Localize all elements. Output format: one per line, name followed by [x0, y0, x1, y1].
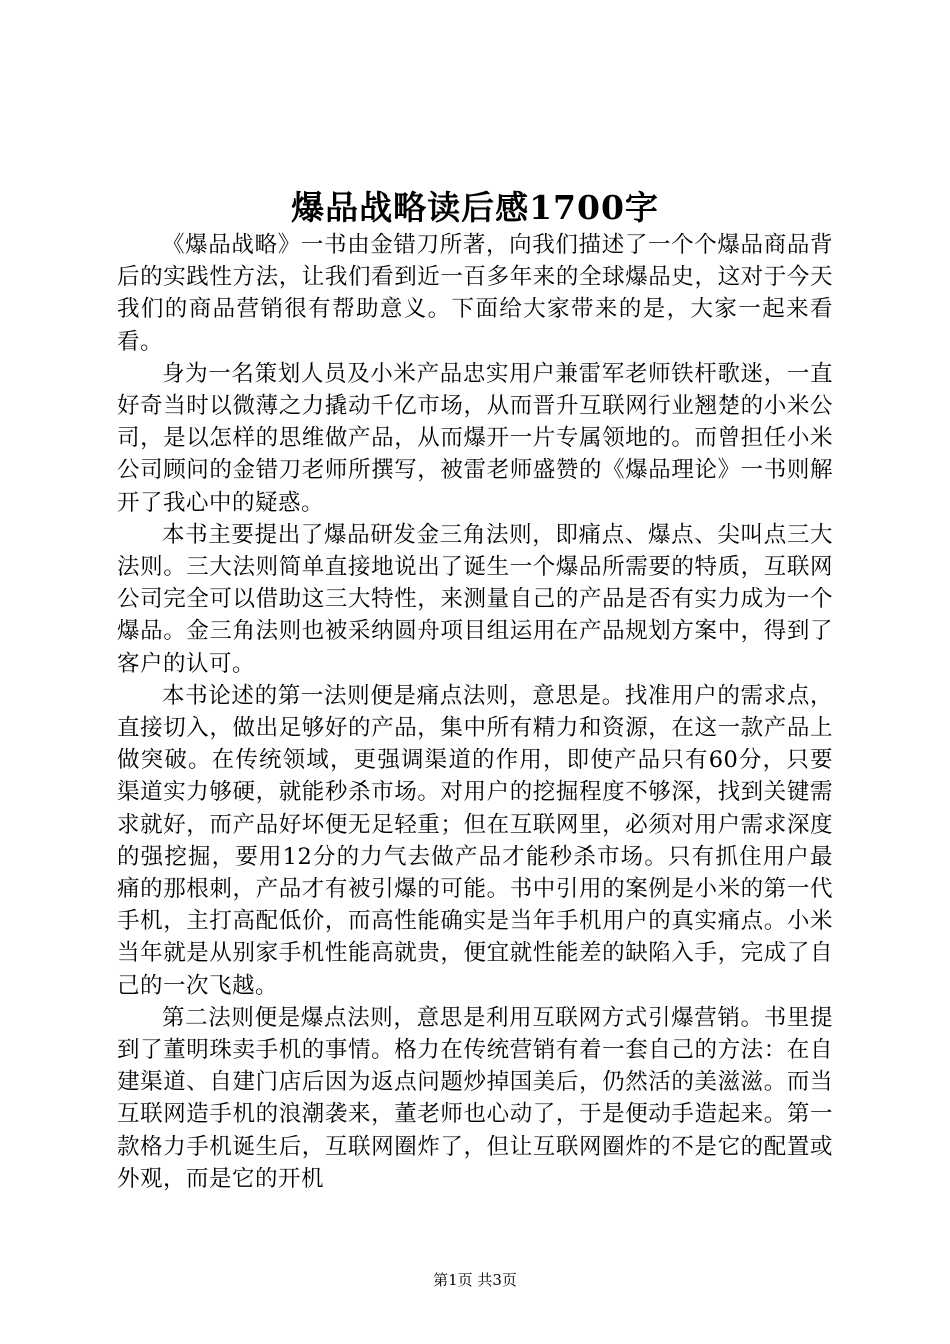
paragraph: 本书主要提出了爆品研发金三角法则，即痛点、爆点、尖叫点三大法则。三大法则简单直接地说出了诞生一个爆品所需要的特质，互联网公司完全可以借助这三大特性，来测量自己的产品是否有实力成为一个爆品。金三角法则也被采纳圆舟项目组运用在产品规划方案中，得到了客户的认可。 [117, 521, 833, 677]
document-title: 爆品战略读后感1700字 [291, 188, 659, 227]
paragraph: 《爆品战略》一书由金错刀所著，向我们描述了一个个爆品商品背后的实践性方法，让我们看到近一百多年来的全球爆品史，这对于今天我们的商品营销很有帮助意义。下面给大家带来的是，大家一起来看看。 [117, 232, 833, 355]
document-body [117, 229, 833, 1195]
page-number-footer: 第1页 共3页 [433, 1271, 517, 1289]
paragraph: 第二法则便是爆点法则，意思是利用互联网方式引爆营销。书里提到了董明珠卖手机的事情。格力在传统营销有着一套自己的方法：在自建渠道、自建门店后因为返点问题炒掉国美后，仍然活的美滋滋。而当互联网造手机的浪潮袭来，董老师也心动了，于是便动手造起来。第一款格力手机诞生后，互联网圈炸了，但让互联网圈炸的不是它的配置或外观，而是它的开机 [117, 1004, 833, 1192]
paragraph: 身为一名策划人员及小米产品忠实用户兼雷军老师铁杆歌迷，一直好奇当时以微薄之力撬动千亿市场，从而晋升互联网行业翘楚的小米公司，是以怎样的思维做产品，从而爆开一片专属领地的。而曾担任小米公司顾问的金错刀老师所撰写，被雷老师盛赞的《爆品理论》一书则解开了我心中的疑惑。 [117, 360, 833, 516]
paragraph: 本书论述的第一法则便是痛点法则，意思是。找准用户的需求点，直接切入，做出足够好的产品，集中所有精力和资源，在这一款产品上做突破。在传统领域，更强调渠道的作用，即使产品只有60分，只要渠道实力够硬，就能秒杀市场。对用户的挖掘程度不够深，找到关键需求就好，而产品好坏便无足轻重；但在互联网里，必须对用户需求深度的强挖掘，要用12分的力气去做产品才能秒杀市场。只有抓住用户最痛的那根刺，产品才有被引爆的可能。书中引用的案例是小米的第一代手机，主打高配低价，而高性能确实是当年手机用户的真实痛点。小米当年就是从别家手机性能高就贵，便宜就性能差的缺陷入手，完成了自己的一次飞越。 [117, 682, 833, 999]
